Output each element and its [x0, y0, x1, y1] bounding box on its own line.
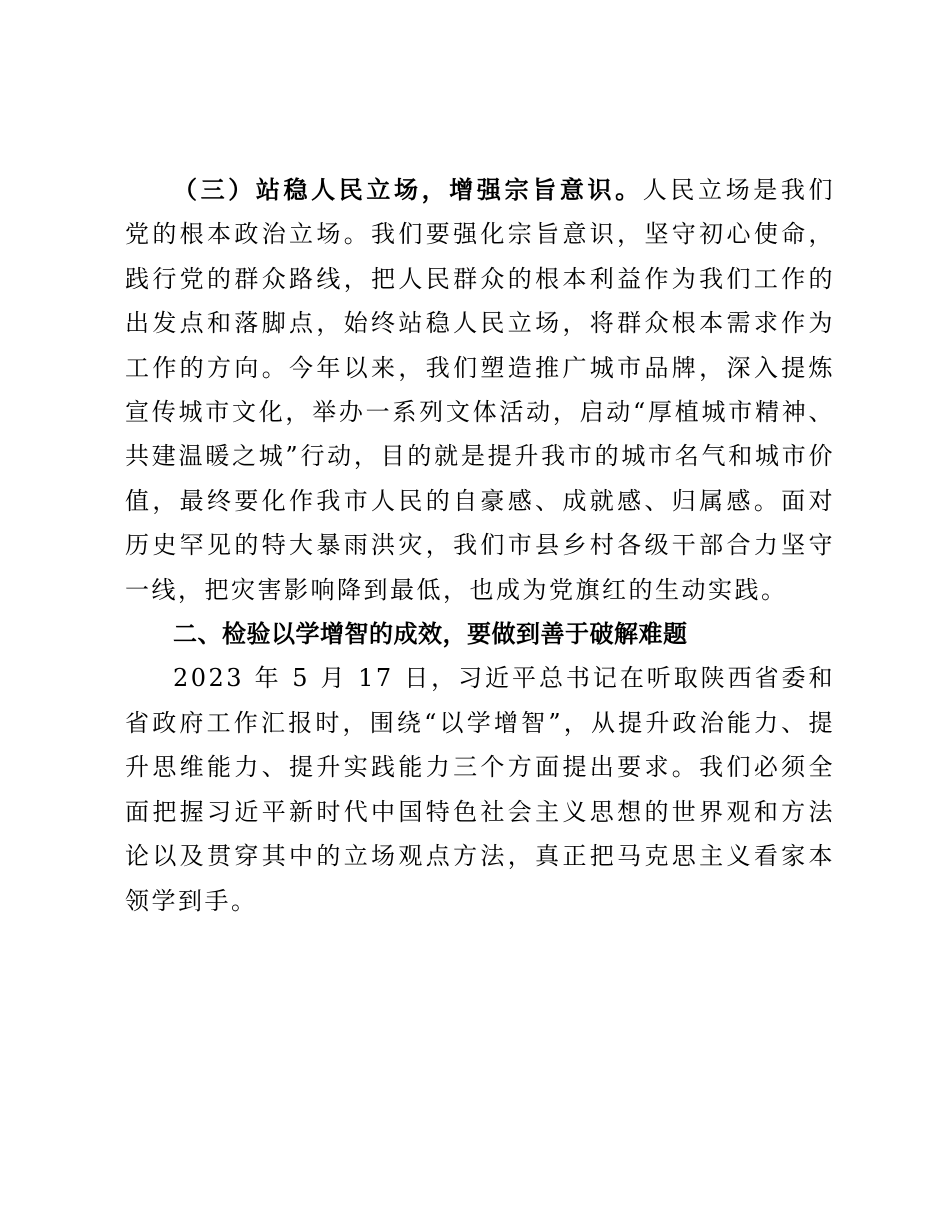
document-body	[125, 168, 835, 923]
paragraph-lead: （三）站稳人民立场，增强宗旨意识。	[173, 175, 643, 204]
paragraph-learning: 2023 年 5 月 17 日，习近平总书记在听取陕西省委和省政府工作汇报时，围绕“以学增智”，从提升政治能力、提升思维能力、提升实践能力三个方面提出要求。我们必须全面把握习近平新时代中国特色社会主义思想的世界观和方法论以及贯穿其中的立场观点方法，真正把马克思主义看家本领学到手。	[125, 664, 835, 915]
paragraph-text: 人民立场是我们党的根本政治立场。我们要强化宗旨意识，坚守初心使命，践行党的群众路线，把人民群众的根本利益作为我们工作的出发点和落脚点，始终站稳人民立场，将群众根本需求作为工作的方向。今年以来，我们塑造推广城市品牌，深入提炼宣传城市文化，举办一系列文体活动，启动“厚植城市精神、共建温暖之城”行动，目的就是提升我市的城市名气和城市价值，最终要化作我市人民的自豪感、成就感、归属感。面对历史罕见的特大暴雨洪灾，我们市县乡村各级干部合力坚守一线，把灾害影响降到最低，也成为党旗红的生动实践。	[125, 176, 836, 604]
paragraph-people-stance	[125, 168, 835, 612]
section-heading: 二、检验以学增智的成效，要做到善于破解难题	[173, 620, 688, 649]
